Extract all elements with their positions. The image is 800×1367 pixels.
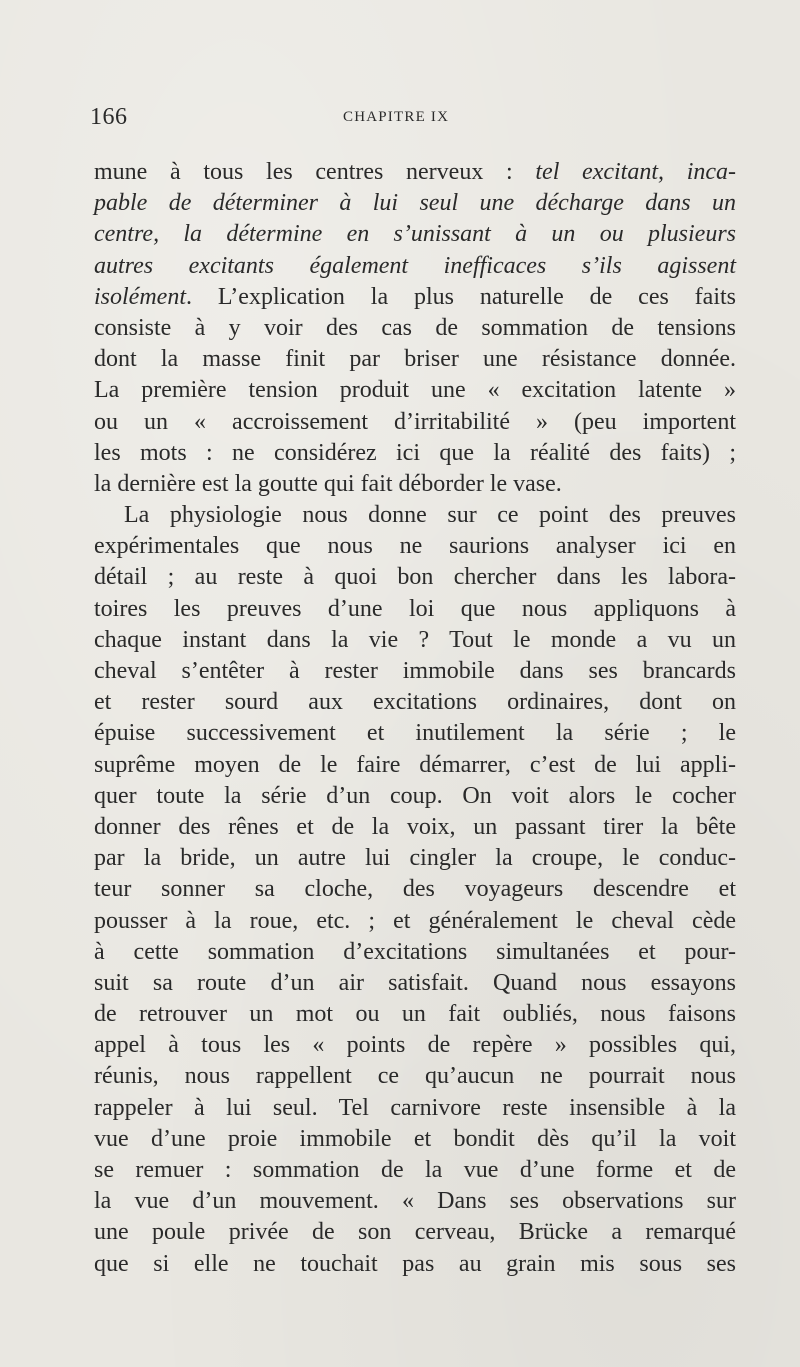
text-line: rappeler à lui seul. Tel carnivore reste insensible à la [94,1094,736,1121]
text-line: ou un « accroissement d’irritabilité » (peu importent [94,408,736,435]
text-line: quer toute la série d’un coup. On voit alors le cocher [94,782,736,809]
text-line: la vue d’un mouvement. « Dans ses observations sur [94,1188,736,1215]
text-line: épuise successivement et inutilement la série ; le [94,720,736,747]
text-line: autres excitants également inefficaces s’ils agissent [94,252,736,279]
text-line: la dernière est la goutte qui fait déborder le vase. [94,470,562,497]
text-line: chaque instant dans la vie ? Tout le monde a vu un [94,626,736,653]
text-line: centre, la détermine en s’unissant à un ou plusieurs [94,221,736,248]
body-text [94,157,736,1280]
text-line: pousser à la roue, etc. ; et généralement le cheval cède [94,907,736,934]
running-head: CHAPITRE IX [343,109,450,125]
text-line: une poule privée de son cerveau, Brücke a remarqué [94,1219,736,1246]
text-line: consiste à y voir des cas de sommation de tensions [94,314,736,341]
text-line: expérimentales que nous ne saurions analyser ici en [94,533,736,560]
text-line: et rester sourd aux excitations ordinaires, dont on [94,689,736,716]
text-line: détail ; au reste à quoi bon chercher dans les labora- [94,564,736,591]
text-line: donner des rênes et de la voix, un passant tirer la bête [94,813,736,840]
text-line: les mots : ne considérez ici que la réalité des faits) ; [94,439,736,466]
text-line: teur sonner sa cloche, des voyageurs descendre et [94,876,736,903]
text-line: cheval s’entêter à rester immobile dans ses brancards [94,658,736,684]
text-line: dont la masse finit par briser une résistance donnée. [94,346,736,373]
text-line: La physiologie nous donne sur ce point des preuves [124,502,736,529]
text-line: suprême moyen de le faire démarrer, c’est de lui appli- [94,751,736,778]
text-line: La première tension produit une « excitation latente » [94,377,736,404]
text-line: pable de déterminer à lui seul une décharge dans un [94,190,736,217]
text-line: mune à tous les centres nerveux : tel excitant, inca- [94,159,737,185]
page-number: 166 [90,104,128,130]
text-line: vue d’une proie immobile et bondit dès qu’il la voit [94,1125,736,1152]
text-line: appel à tous les « points de repère » possibles qui, [94,1032,736,1059]
text-line: suit sa route d’un air satisfait. Quand nous essayons [94,969,736,996]
text-line: de retrouver un mot ou un fait oubliés, nous faisons [94,1001,736,1028]
text-line: réunis, nous rappellent ce qu’aucun ne pourrait nous [94,1063,736,1090]
text-line: par la bride, un autre lui cingler la croupe, le conduc- [94,845,736,872]
text-line: toires les preuves d’une loi que nous appliquons à [94,595,736,622]
text-line: que si elle ne touchait pas au grain mis sous ses [94,1250,736,1277]
text-line: isolément. L’explication la plus naturelle de ces faits [94,283,736,310]
text-line: à cette sommation d’excitations simultanées et pour- [94,938,736,965]
text-line: se remuer : sommation de la vue d’une forme et de [94,1157,736,1183]
